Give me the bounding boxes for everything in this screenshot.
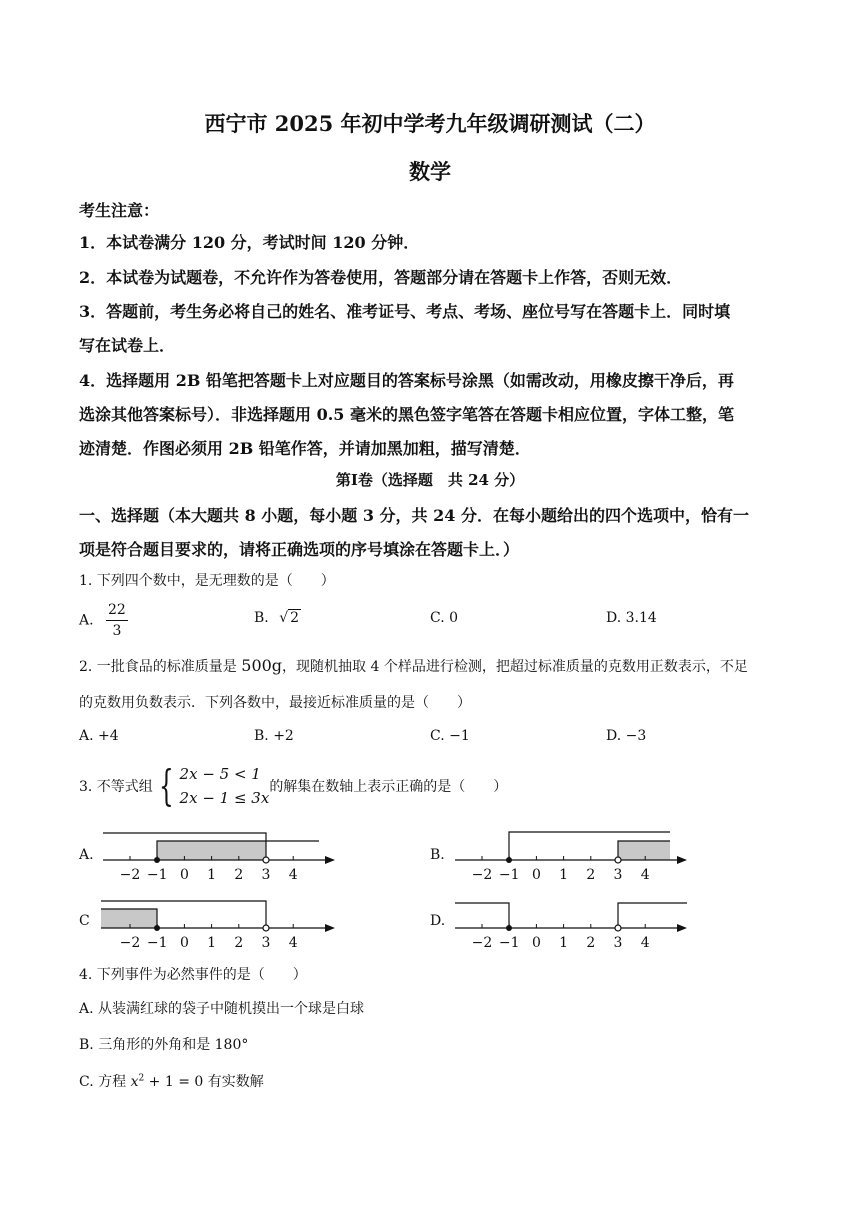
shaded-region — [618, 841, 670, 860]
q4-c-var: x — [130, 1074, 139, 1090]
q3-inequality-system — [180, 762, 270, 810]
tick-label: 4 — [288, 935, 298, 951]
tick-label: 2 — [234, 867, 244, 883]
notice-item: 4．选择题用 2B 铅笔把答题卡上对应题目的答案标号涂黑（如需改动，用橡皮擦干净后，再 — [79, 371, 734, 390]
tick-label: 0 — [531, 935, 541, 951]
q1-option-a — [79, 600, 128, 641]
q1-a-denominator: 3 — [112, 623, 122, 639]
axis-arrow-icon — [325, 856, 335, 864]
tick-label: 4 — [288, 867, 298, 883]
tick-label: −1 — [498, 935, 520, 951]
tick-label: 3 — [613, 935, 623, 951]
q3-stem-pre: 3. 不等式组 — [79, 779, 153, 795]
q1-option-d: D. 3.14 — [606, 610, 657, 626]
notice-item: 写在试卷上． — [79, 336, 176, 355]
solid-dot — [506, 925, 512, 931]
q4-c-exp: 2 — [138, 1073, 145, 1084]
notice-item: 选涂其他答案标号）．非选择题用 0.5 毫米的黑色签字笔答在答题卡相应位置，字体工整，笔 — [79, 405, 734, 424]
q2-stem-line1 — [79, 656, 748, 676]
notice-item: 1．本试卷满分 120 分，考试时间 120 分钟． — [79, 233, 420, 252]
tick-label: 3 — [613, 867, 623, 883]
sqrt-sign-icon: √ — [279, 610, 289, 626]
tick-label: 2 — [586, 935, 596, 951]
q3-numberline-b — [451, 825, 696, 885]
tick-label: 0 — [179, 867, 189, 883]
q1-b-label: B. — [254, 610, 269, 626]
exam-title: 西宁市 2025 年初中学考九年级调研测试（二） — [204, 111, 656, 136]
solid-dot — [154, 925, 160, 931]
tick-label: −1 — [498, 867, 520, 883]
q3-label-d: D. — [430, 913, 446, 929]
q4-c-post: 有实数解 — [203, 1074, 264, 1090]
axis-arrow-icon — [325, 924, 335, 932]
section-instructions: 项是符合题目要求的，请将正确选项的序号填涂在答题卡上．） — [79, 540, 520, 559]
hollow-dot — [263, 925, 269, 931]
q2-stem-pre: 2. 一批食品的标准质量是 — [79, 659, 242, 675]
q3-numberline-a — [95, 825, 340, 885]
tick-label: −2 — [471, 867, 493, 883]
q1-a-label: A. — [79, 612, 94, 629]
hollow-dot — [615, 857, 621, 863]
q3-stem — [79, 762, 507, 810]
solid-dot — [154, 857, 160, 863]
left-brace-icon: { — [158, 761, 174, 810]
q3-numberline-d — [451, 893, 696, 953]
q4-c-pre: C. 方程 — [79, 1074, 131, 1090]
tick-label: −2 — [119, 867, 141, 883]
tick-label: 4 — [640, 867, 650, 883]
q1-option-c: C. 0 — [430, 610, 459, 626]
q3-numberline-c — [95, 893, 340, 953]
q1-option-b — [254, 610, 301, 626]
axis-arrow-icon — [677, 924, 687, 932]
q3-label-c: C — [79, 913, 90, 929]
q2-option-b: B. +2 — [254, 728, 294, 744]
q2-mass: 500g — [241, 656, 283, 675]
notice-item: 迹清楚．作图必须用 2B 铅笔作答，并请加黑加粗，描写清楚． — [79, 439, 531, 458]
q2-option-a: A. +4 — [79, 728, 119, 744]
hollow-dot — [615, 925, 621, 931]
tick-label: −2 — [471, 935, 493, 951]
solution-bracket — [618, 903, 687, 928]
tick-label: 1 — [559, 935, 569, 951]
tick-label: 2 — [586, 867, 596, 883]
q2-stem-line2: 的克数用负数表示．下列各数中，最接近标准质量的是（ ） — [79, 695, 471, 711]
tick-label: 3 — [261, 935, 271, 951]
q2-option-c: C. −1 — [430, 728, 470, 744]
q1-a-fraction — [106, 600, 128, 641]
q2-option-d: D. −3 — [606, 728, 647, 744]
tick-label: 0 — [179, 935, 189, 951]
tick-label: 1 — [207, 867, 217, 883]
q4-option-a: A. 从装满红球的袋子中随机摸出一个球是白球 — [79, 1001, 365, 1017]
q2-stem-post: ，现随机抽取 4 个样品进行检测，把超过标准质量的克数用正数表示，不足 — [282, 659, 748, 675]
tick-label: −1 — [146, 867, 168, 883]
solid-dot — [506, 857, 512, 863]
shaded-region — [101, 909, 157, 928]
q3-label-a: A. — [79, 847, 94, 863]
q4-stem: 4. 下列事件为必然事件的是（ ） — [79, 967, 307, 983]
tick-label: 3 — [261, 867, 271, 883]
notice-item: 2．本试卷为试题卷，不允许作为答卷使用，答题部分请在答题卡上作答，否则无效． — [79, 268, 683, 287]
q3-label-b: B. — [430, 847, 445, 863]
subject-title: 数学 — [409, 159, 451, 184]
tick-label: −1 — [146, 935, 168, 951]
q3-stem-post: 的解集在数轴上表示正确的是（ ） — [269, 779, 508, 795]
q1-b-sqrt-arg: 2 — [290, 610, 300, 626]
tick-label: 2 — [234, 935, 244, 951]
tick-label: −2 — [119, 935, 141, 951]
q4-c-eq-rest: + 1 = 0 — [144, 1074, 204, 1090]
notice-item: 3．答题前，考生务必将自己的姓名、准考证号、考点、考场、座位号写在答题卡上．同时填 — [79, 302, 731, 321]
q4-option-b: B. 三角形的外角和是 180° — [79, 1037, 249, 1053]
notice-heading: 考生注意： — [79, 201, 160, 220]
q1-stem: 1. 下列四个数中，是无理数的是（ ） — [79, 573, 335, 589]
tick-label: 1 — [559, 867, 569, 883]
tick-label: 0 — [531, 867, 541, 883]
hollow-dot — [263, 857, 269, 863]
axis-arrow-icon — [677, 856, 687, 864]
q4-option-c — [79, 1071, 264, 1091]
q1-a-numerator: 22 — [106, 600, 128, 621]
tick-label: 1 — [207, 935, 217, 951]
section-title: 第Ⅰ卷（选择题 共 24 分） — [335, 471, 525, 489]
q3-inequality-1: 2x − 5 < 1 — [179, 765, 261, 783]
section-instructions: 一、选择题（本大题共 8 小题，每小题 3 分，共 24 分．在每小题给出的四个选项中，恰有一 — [79, 506, 749, 525]
q3-inequality-2: 2x − 1 ≤ 3x — [179, 789, 270, 807]
tick-label: 4 — [640, 935, 650, 951]
